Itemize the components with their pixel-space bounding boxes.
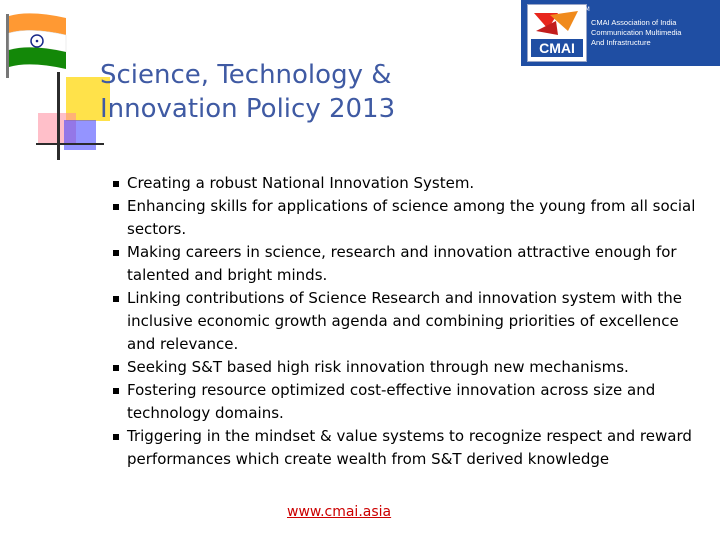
bullet-marker-icon [113,434,119,440]
decor-blue-square [64,120,96,150]
bullet-item [113,172,703,195]
bullet-text: Triggering in the mindset & value systems to recognize respect and reward performances which create wealth from S&T derived knowledge [127,427,692,468]
cmai-badge [527,4,587,62]
bullet-item [113,287,703,356]
bullet-text: Linking contributions of Science Research and innovation system with the inclusive economic growth agenda and combining priorities of excellence and relevance. [127,289,683,353]
trademark-mark: TM [581,6,590,13]
bullet-item [113,425,703,471]
cmai-logo-text [591,18,681,48]
bullet-marker-icon [113,365,119,371]
cmai-badge-graphic [528,5,586,61]
slide-title-line: Innovation Policy 2013 [100,94,396,124]
cmai-logo-line: CMAI Association of India [591,18,677,27]
bullet-text: Fostering resource optimized cost-effective innovation across size and technology domains. [127,381,656,422]
indian-flag-icon [0,8,70,78]
bullet-text: Enhancing skills for applications of science among the young from all social sectors. [127,197,696,238]
bullet-item [113,195,703,241]
slide-title [100,58,395,126]
bullet-item [113,356,703,379]
bullet-text: Making careers in science, research and innovation attractive enough for talented and bright minds. [127,243,677,284]
bullet-text: Seeking S&T based high risk innovation through new mechanisms. [127,358,629,376]
slide-title-line: Science, Technology & [100,60,392,90]
bullet-item [113,241,703,287]
bullet-text: Creating a robust National Innovation System. [127,174,475,192]
website-link[interactable]: www.cmai.asia [287,504,392,520]
cmai-logo-line: And Infrastructure [591,38,651,47]
bullet-marker-icon [113,250,119,256]
bullet-marker-icon [113,181,119,187]
bullet-list [113,172,703,471]
cmai-logo-line: Communication Multimedia [591,28,682,37]
decor-vertical-line [57,72,60,160]
cmai-logo [521,0,720,66]
bullet-item [113,379,703,425]
bullet-marker-icon [113,204,119,210]
bullet-marker-icon [113,388,119,394]
bullet-marker-icon [113,296,119,302]
cmai-badge-text: CMAI [539,40,575,56]
decor-horizontal-line [36,143,104,145]
